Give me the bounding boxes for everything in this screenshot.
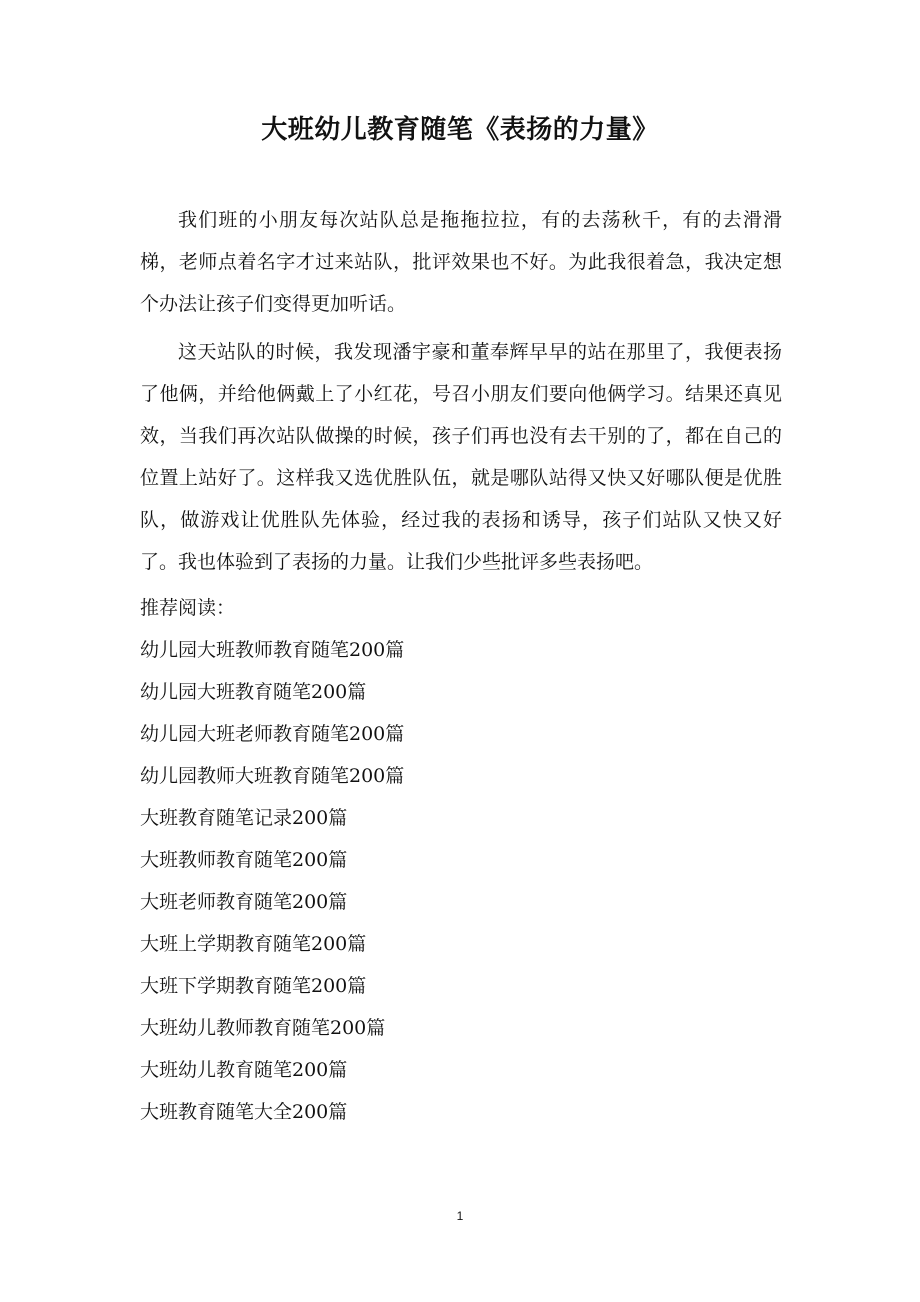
recommended-link[interactable]: 幼儿园大班教师教育随笔200篇 xyxy=(140,639,405,661)
recommended-heading: 推荐阅读： xyxy=(140,597,236,619)
recommended-link[interactable]: 大班幼儿教育随笔200篇 xyxy=(140,1059,348,1081)
page-number: 1 xyxy=(456,1209,464,1223)
list-item[interactable] xyxy=(140,755,782,797)
recommended-link[interactable]: 大班老师教育随笔200篇 xyxy=(140,891,348,913)
recommended-link[interactable]: 大班上学期教育随笔200篇 xyxy=(140,933,367,955)
document-body xyxy=(140,199,782,1133)
recommended-link[interactable]: 幼儿园大班老师教育随笔200篇 xyxy=(140,723,405,745)
list-item[interactable] xyxy=(140,1091,782,1133)
recommended-link[interactable]: 大班下学期教育随笔200篇 xyxy=(140,975,367,997)
recommended-link[interactable]: 大班教师教育随笔200篇 xyxy=(140,849,348,871)
list-item[interactable] xyxy=(140,965,782,1007)
list-item[interactable] xyxy=(140,1049,782,1091)
list-item[interactable] xyxy=(140,923,782,965)
recommended-link[interactable]: 大班教育随笔记录200篇 xyxy=(140,807,348,829)
list-item[interactable] xyxy=(140,797,782,839)
list-item[interactable] xyxy=(140,881,782,923)
recommended-list xyxy=(140,629,782,1133)
list-item[interactable] xyxy=(140,671,782,713)
list-item[interactable] xyxy=(140,629,782,671)
paragraph-2: 这天站队的时候，我发现潘宇豪和董奉辉早早的站在那里了，我便表扬了他俩，并给他俩戴上了小红花，号召小朋友们要向他俩学习。结果还真见效，当我们再次站队做操的时候，孩子们再也没有去干别的了，都在自己的位置上站好了。这样我又选优胜队伍，就是哪队站得又快又好哪队便是优胜队，做游戏让优胜队先体验，经过我的表扬和诱导，孩子们站队又快又好了。我也体验到了表扬的力量。让我们少些批评多些表扬吧。 xyxy=(140,341,782,573)
recommended-link[interactable]: 幼儿园大班教育随笔200篇 xyxy=(140,681,367,703)
list-item[interactable] xyxy=(140,839,782,881)
recommended-link[interactable]: 大班幼儿教师教育随笔200篇 xyxy=(140,1017,386,1039)
recommended-link[interactable]: 幼儿园教师大班教育随笔200篇 xyxy=(140,765,405,787)
document-title: 大班幼儿教育随笔《表扬的力量》 xyxy=(261,115,659,145)
list-item[interactable] xyxy=(140,1007,782,1049)
paragraph-1: 我们班的小朋友每次站队总是拖拖拉拉，有的去荡秋千，有的去滑滑梯，老师点着名字才过来站队，批评效果也不好。为此我很着急，我决定想个办法让孩子们变得更加听话。 xyxy=(140,209,782,315)
list-item[interactable] xyxy=(140,713,782,755)
recommended-link[interactable]: 大班教育随笔大全200篇 xyxy=(140,1101,348,1123)
